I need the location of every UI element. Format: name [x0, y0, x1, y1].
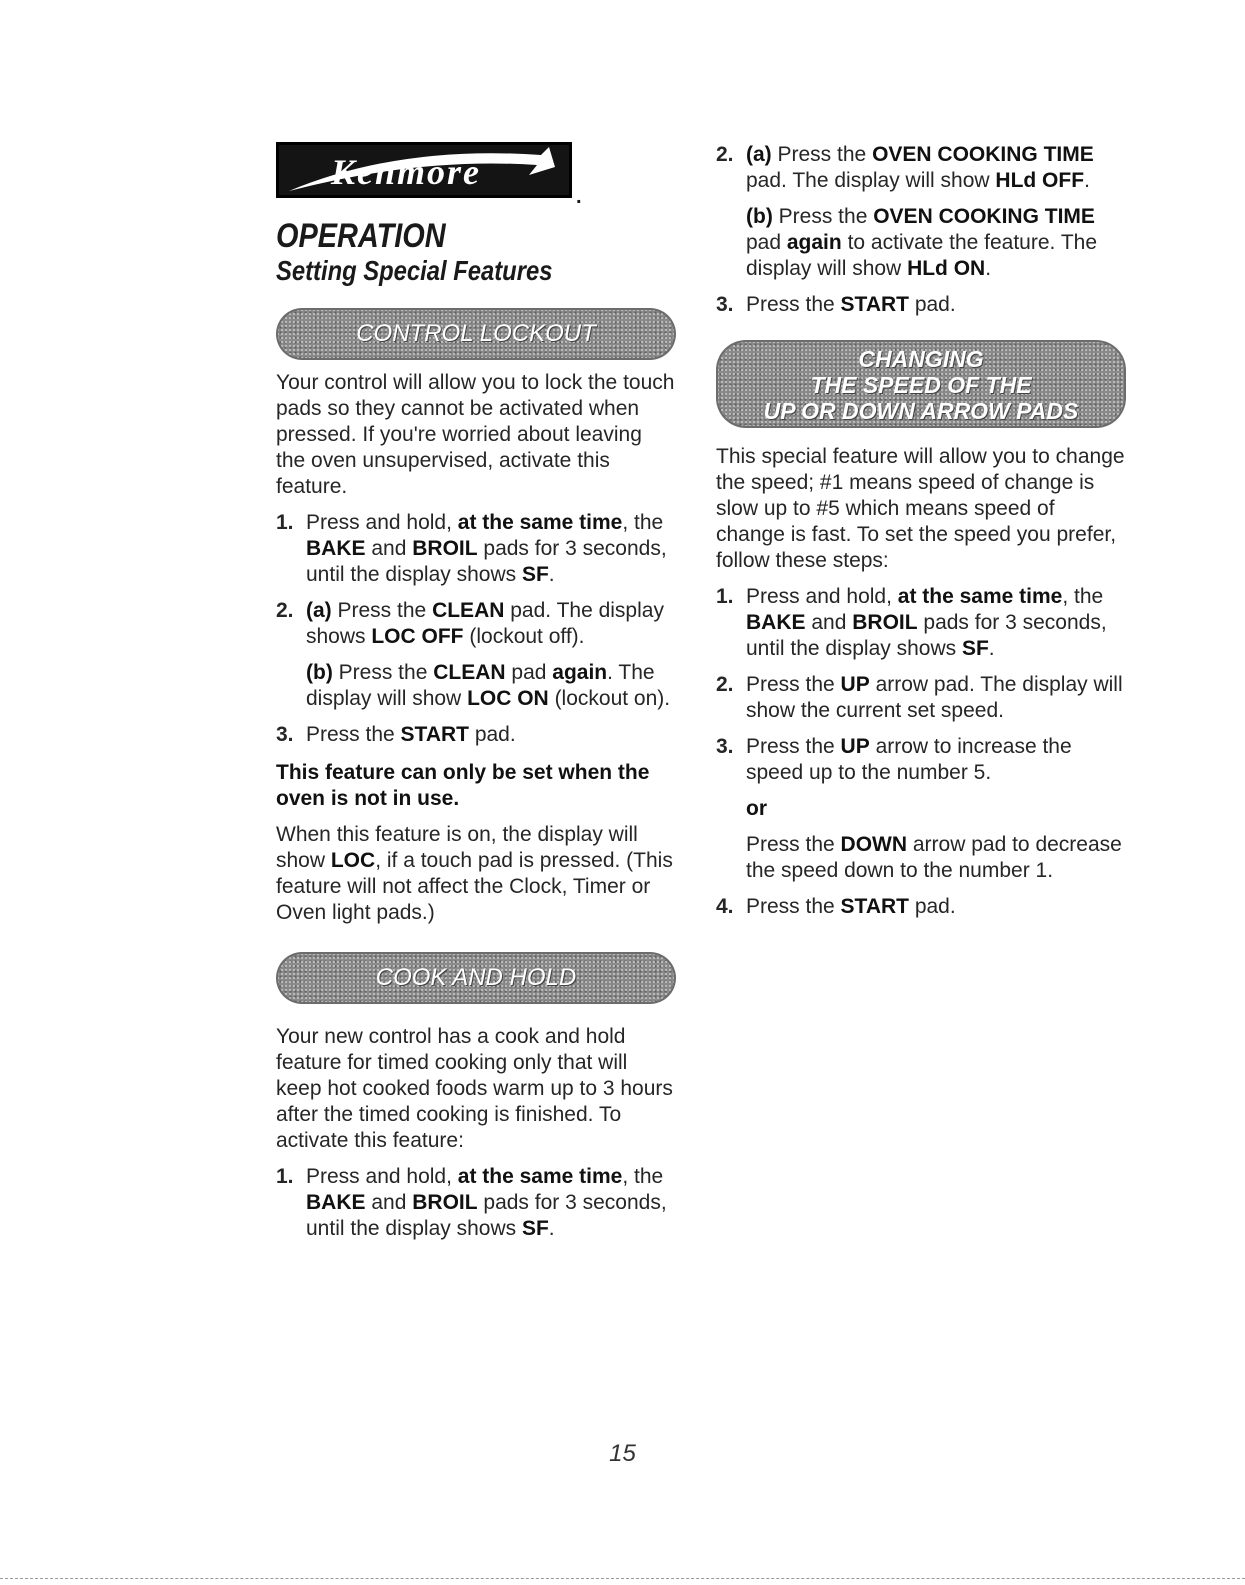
- changing-speed-banner: CHANGING THE SPEED OF THE UP OR DOWN ARROW PADS: [716, 340, 1126, 428]
- speed-step-4: 4. Press the START pad.: [716, 895, 956, 918]
- logo-wordmark: Kenmore: [331, 152, 482, 192]
- speed-step-2: 2. Press the UP arrow pad. The display will show the current set speed.: [716, 673, 1123, 722]
- kenmore-logo: Kenmore .: [276, 142, 676, 198]
- page-number: 15: [609, 1440, 636, 1467]
- speed-or: or: [746, 797, 767, 820]
- lockout-step-2a: 2. (a) Press the CLEAN pad. The display shows LOC OFF (lockout off).: [276, 599, 664, 648]
- lockout-step-3: 3. Press the START pad.: [276, 723, 516, 746]
- lockout-paragraph: When this feature is on, the display will show LOC, if a touch pad is pressed. (This feature will not affect the Clock, Timer or Oven light pads.): [276, 823, 673, 924]
- speed-step-1: 1. Press and hold, at the same time, the BAKE and BROIL pads for 3 seconds, until the display shows SF.: [716, 585, 1107, 660]
- cookhold-step-2a: 2. (a) Press the OVEN COOKING TIME pad. The display will show HLd OFF.: [716, 143, 1094, 192]
- cookhold-step-2b: (b) Press the OVEN COOKING TIME pad again to activate the feature. The display will show HLd ON.: [746, 205, 1098, 280]
- cookhold-intro: Your new control has a cook and hold feature for timed cooking only that will keep hot cooked foods warm up to 3 hours after the timed cooking is finished. To activate this feature:: [276, 1025, 673, 1152]
- lockout-note: This feature can only be set when the oven is not in use.: [276, 761, 650, 810]
- lockout-intro: Your control will allow you to lock the touch pads so they cannot be activated when pressed. If you're worried about leaving the oven unsupervised, activate this feature.: [276, 371, 675, 498]
- cook-and-hold-banner: COOK AND HOLD: [276, 952, 676, 1004]
- section-title: OPERATION: [276, 217, 446, 255]
- right-column: [716, 142, 1126, 920]
- page-edge-divider: [0, 1578, 1245, 1579]
- control-lockout-banner: CONTROL LOCKOUT: [276, 308, 676, 360]
- speed-step-3: 3. Press the UP arrow to increase the speed up to the number 5.: [716, 735, 1072, 784]
- left-column: [276, 142, 676, 1242]
- speed-step-3b: Press the DOWN arrow pad to decrease the speed down to the number 1.: [746, 833, 1122, 882]
- lockout-step-1: 1. Press and hold, at the same time, the BAKE and BROIL pads for 3 seconds, until the display shows SF.: [276, 511, 667, 586]
- section-subtitle: Setting Special Features: [276, 255, 553, 286]
- cookhold-step-1: 1. Press and hold, at the same time, the BAKE and BROIL pads for 3 seconds, until the display shows SF.: [276, 1165, 667, 1240]
- speed-intro: This special feature will allow you to change the speed; #1 means speed of change is slow up to #5 which means speed of change is fast. To set the speed you prefer, follow these steps:: [716, 445, 1125, 572]
- lockout-step-2b: (b) Press the CLEAN pad again. The display will show LOC ON (lockout on).: [306, 661, 671, 710]
- cookhold-step-3: 3. Press the START pad.: [716, 293, 956, 316]
